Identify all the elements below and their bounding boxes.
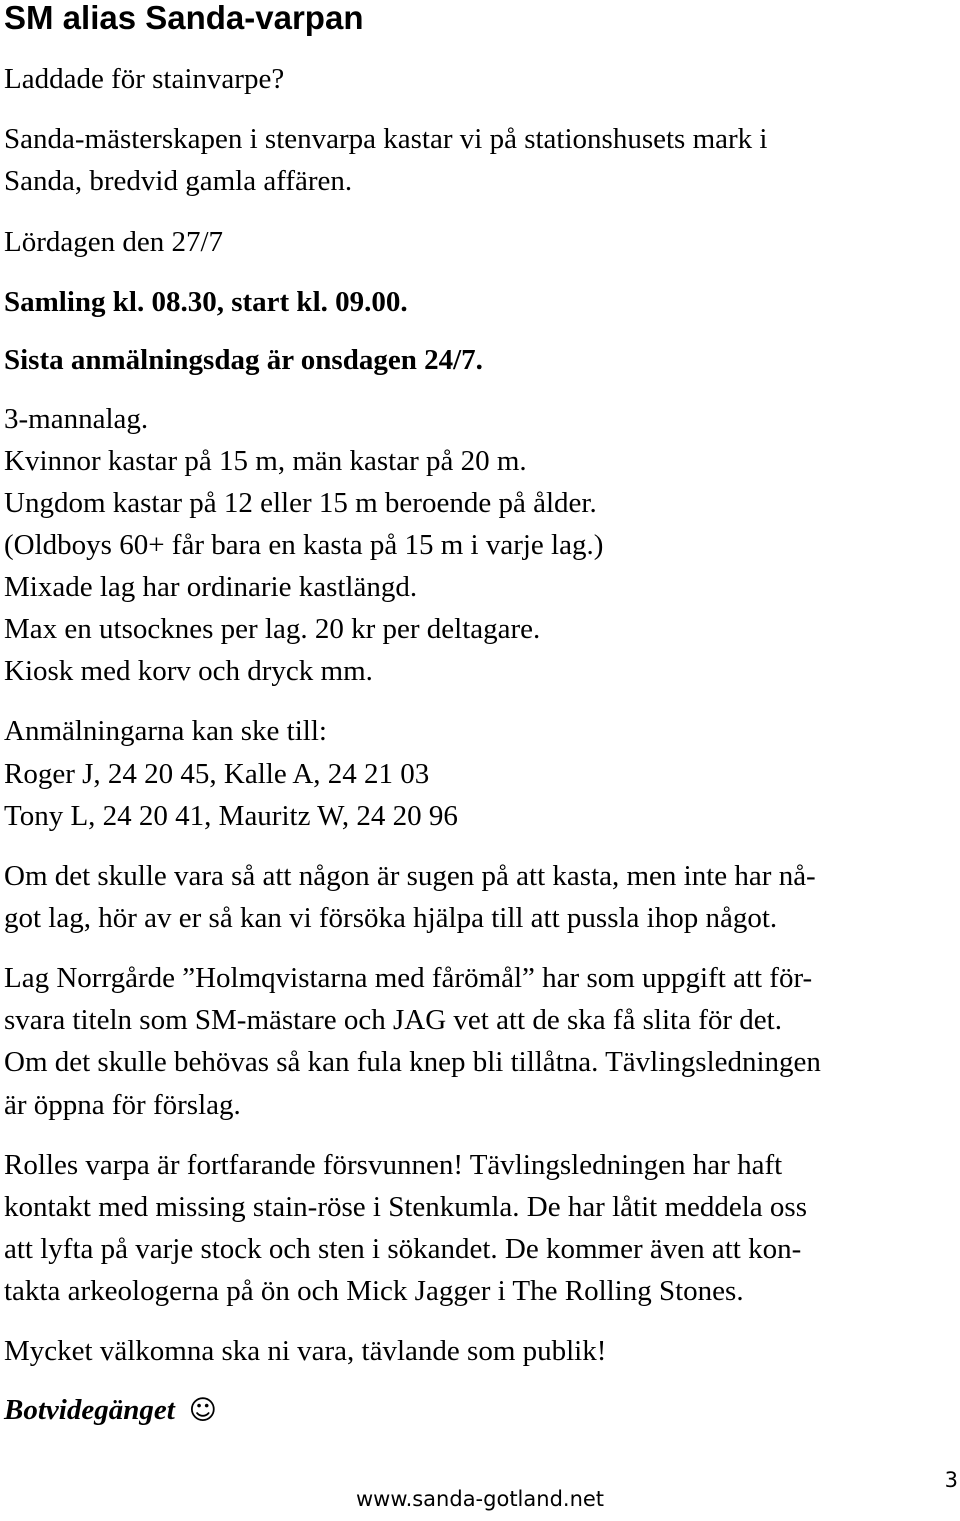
help-paragraph-line: got lag, hör av er så kan vi försöka hjälpa till att pussla ihop något.: [4, 902, 778, 934]
page-number: 3: [944, 1468, 958, 1492]
signature: Botvidegänget: [4, 1394, 175, 1426]
location-line-1: Sanda-mästerskapen i stenvarpa kastar vi på stationshusets mark i: [4, 123, 768, 155]
rolle-paragraph-line: kontakt med missing stain-röse i Stenkumla. De har låtit meddela oss: [4, 1191, 807, 1223]
signature-line: [4, 1393, 217, 1428]
event-date: Lördagen den 27/7: [4, 226, 224, 258]
lag-paragraph-line: Lag Norrgårde ”Holmqvistarna med fårömål” har som uppgift att för-: [4, 962, 813, 994]
location-line-2: Sanda, bredvid gamla affären.: [4, 165, 353, 197]
lag-paragraph-line: svara titeln som SM-mästare och JAG vet att de ska få slita för det.: [4, 1004, 782, 1036]
rule-item: Kiosk med korv och dryck mm.: [4, 655, 373, 687]
registration-heading: Anmälningarna kan ske till:: [4, 715, 327, 747]
rule-item: (Oldboys 60+ får bara en kasta på 15 m i varje lag.): [4, 529, 604, 561]
rolle-paragraph-line: att lyfta på varje stock och sten i sökandet. De kommer även att kon-: [4, 1233, 802, 1265]
registration-contact: Roger J, 24 20 45, Kalle A, 24 21 03: [4, 758, 430, 790]
registration-deadline: Sista anmälningsdag är onsdagen 24/7.: [4, 344, 483, 376]
footer-url: www.sanda-gotland.net: [355, 1487, 605, 1511]
intro-text: Laddade för stainvarpe?: [4, 63, 285, 95]
rule-item: Mixade lag har ordinarie kastlängd.: [4, 571, 418, 603]
event-times: Samling kl. 08.30, start kl. 09.00.: [4, 286, 408, 318]
rule-item: Ungdom kastar på 12 eller 15 m beroende på ålder.: [4, 487, 597, 519]
smiley-icon: ☺: [188, 1395, 217, 1426]
rolle-paragraph-line: takta arkeologerna på ön och Mick Jagger i The Rolling Stones.: [4, 1275, 744, 1307]
rule-item: 3-mannalag.: [4, 403, 149, 435]
welcome-text: Mycket välkomna ska ni vara, tävlande som publik!: [4, 1335, 607, 1367]
page-title: SM alias Sanda-varpan: [4, 0, 364, 36]
registration-contact: Tony L, 24 20 41, Mauritz W, 24 20 96: [4, 800, 458, 832]
lag-paragraph-line: Om det skulle behövas så kan fula knep bli tillåtna. Tävlingsledningen: [4, 1046, 821, 1078]
help-paragraph-line: Om det skulle vara så att någon är sugen på att kasta, men inte har nå-: [4, 860, 816, 892]
rolle-paragraph-line: Rolles varpa är fortfarande försvunnen! Tävlingsledningen har haft: [4, 1149, 783, 1181]
rule-item: Max en utsocknes per lag. 20 kr per deltagare.: [4, 613, 541, 645]
rule-item: Kvinnor kastar på 15 m, män kastar på 20 m.: [4, 445, 527, 477]
lag-paragraph-line: är öppna för förslag.: [4, 1089, 241, 1121]
